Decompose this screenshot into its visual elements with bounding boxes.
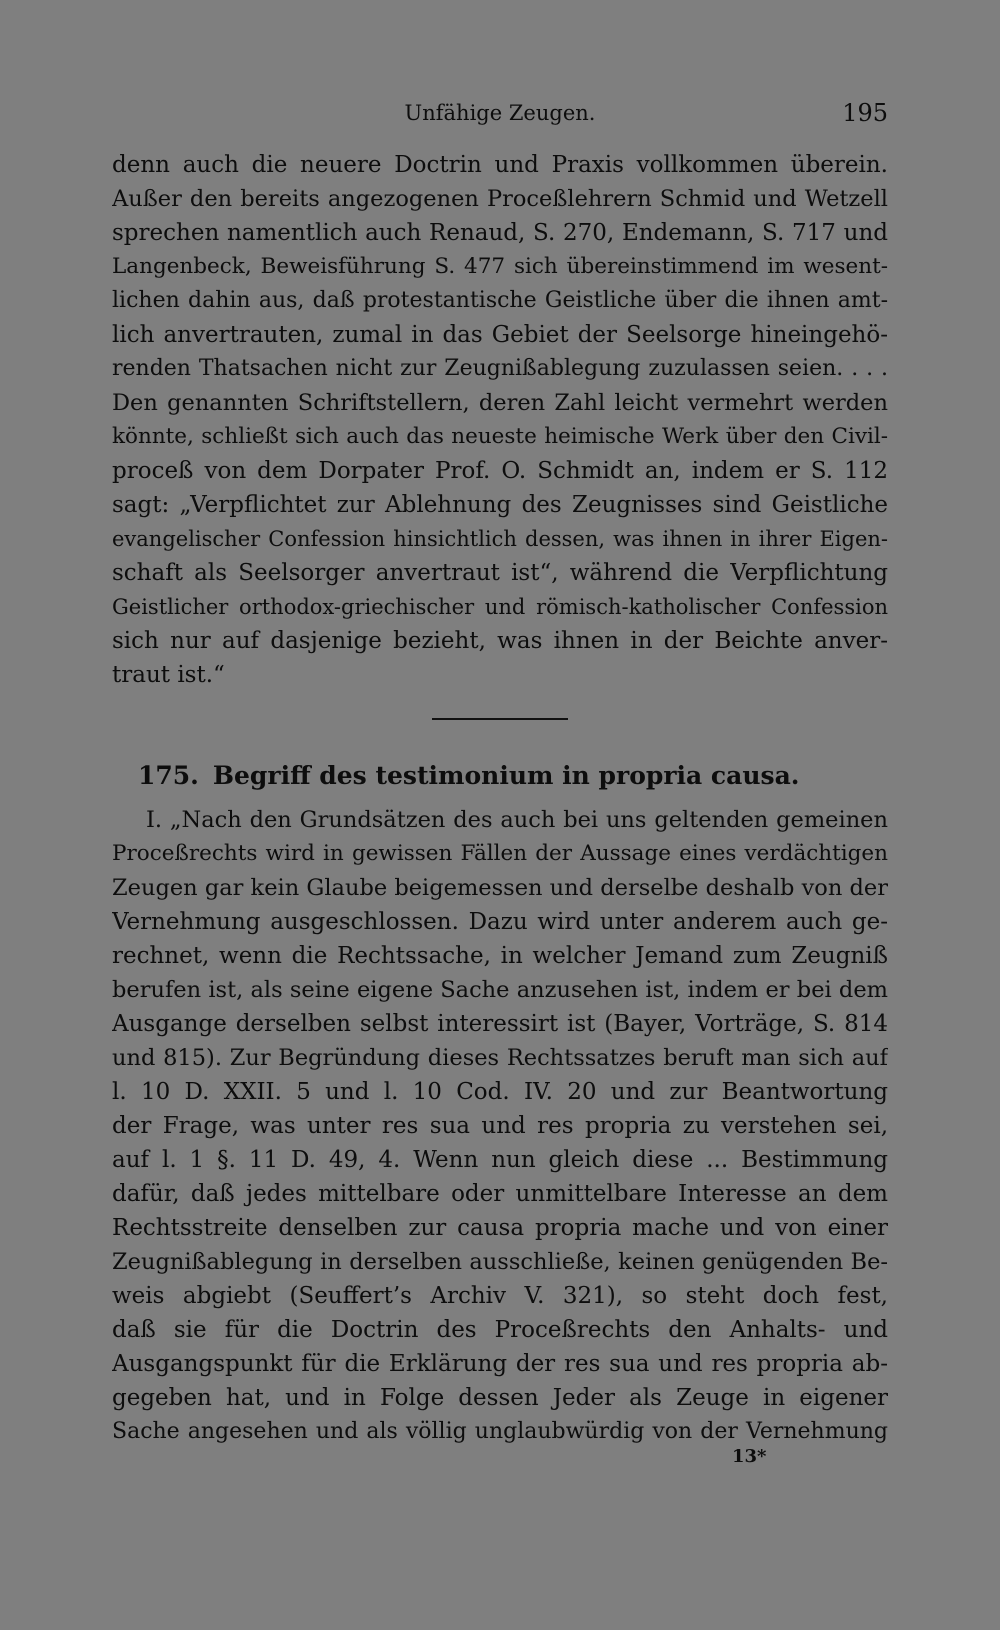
- text-line: könnte, schließt sich auch das neueste heimische Werk über den Civil-: [112, 424, 888, 449]
- text-line: rechnet, wenn die Rechtssache, in welcher Jemand zum Zeugniß: [112, 943, 888, 969]
- text-line: denn auch die neuere Doctrin und Praxis vollkommen überein.: [112, 152, 888, 178]
- text-line: Langenbeck, Beweisführung S. 477 sich übereinstimmend im wesent-: [112, 254, 888, 279]
- text-line: gegeben hat, und in Folge dessen Jeder als Zeuge in eigener: [112, 1385, 888, 1411]
- text-line: evangelischer Confession hinsichtlich dessen, was ihnen in ihrer Eigen-: [112, 527, 888, 551]
- page-number: 195: [842, 99, 888, 127]
- text-line: Vernehmung ausgeschlossen. Dazu wird unter anderem auch ge-: [112, 909, 888, 935]
- section-number: 175.: [138, 761, 199, 790]
- text-line: Außer den bereits angezogenen Proceßlehrern Schmid und Wetzell: [112, 186, 888, 212]
- text-line: auf l. 1 §. 11 D. 49, 4. Wenn nun gleich diese ... Bestimmung: [112, 1147, 888, 1173]
- section-heading: [138, 757, 800, 795]
- page-header: [112, 96, 888, 130]
- running-title: Unfähige Zeugen.: [404, 101, 596, 125]
- text-line: I. „Nach den Grundsätzen des auch bei uns geltenden gemeinen: [146, 807, 888, 833]
- text-line: renden Thatsachen nicht zur Zeugnißablegung zuzulassen seien. . . .: [112, 356, 888, 381]
- text-line: daß sie für die Doctrin des Proceßrechts den Anhalts- und: [112, 1317, 888, 1343]
- text-line: Den genannten Schriftstellern, deren Zahl leicht vermehrt werden: [112, 390, 888, 416]
- text-line: lichen dahin aus, daß protestantische Geistliche über die ihnen amt-: [112, 288, 888, 313]
- text-line: Geistlicher orthodox-griechischer und römisch-katholischer Confession: [112, 595, 888, 619]
- text-line: und 815). Zur Begründung dieses Rechtssatzes beruft man sich auf: [112, 1045, 888, 1071]
- text-line: traut ist.“: [112, 662, 225, 688]
- text-line: sprechen namentlich auch Renaud, S. 270, Endemann, S. 717 und: [112, 220, 888, 246]
- text-line: lich anvertrauten, zumal in das Gebiet der Seelsorge hineingehö-: [112, 322, 888, 348]
- section-divider: [432, 718, 568, 720]
- text-line: Ausgangspunkt für die Erklärung der res sua und res propria ab-: [112, 1351, 888, 1377]
- text-line: sagt: „Verpflichtet zur Ablehnung des Zeugnisses sind Geistliche: [112, 492, 888, 518]
- text-line: Ausgange derselben selbst interessirt ist (Bayer, Vorträge, S. 814: [112, 1011, 888, 1037]
- text-line: proceß von dem Dorpater Prof. O. Schmidt an, indem er S. 112: [112, 458, 888, 484]
- text-line: dafür, daß jedes mittelbare oder unmittelbare Interesse an dem: [112, 1181, 888, 1207]
- text-line: weis abgiebt (Seuffert’s Archiv V. 321), so steht doch fest,: [112, 1283, 888, 1309]
- text-line: Zeugnißablegung in derselben ausschließe, keinen genügenden Be-: [112, 1249, 888, 1275]
- text-line: Sache angesehen und als völlig unglaubwürdig von der Vernehmung: [112, 1419, 888, 1444]
- section-title: Begriff des testimonium in propria causa.: [212, 761, 800, 790]
- text-line: schaft als Seelsorger anvertraut ist“, während die Verpflichtung: [112, 560, 888, 586]
- text-line: der Frage, was unter res sua und res propria zu verstehen sei,: [112, 1113, 888, 1139]
- text-line: Rechtsstreite denselben zur causa propria mache und von einer: [112, 1215, 888, 1241]
- text-line: Zeugen gar kein Glaube beigemessen und derselbe deshalb von der: [112, 875, 888, 901]
- text-line: sich nur auf dasjenige bezieht, was ihnen in der Beichte anver-: [112, 628, 888, 654]
- text-line: berufen ist, als seine eigene Sache anzusehen ist, indem er bei dem: [112, 977, 888, 1003]
- text-line: Proceßrechts wird in gewissen Fällen der Aussage eines verdächtigen: [112, 841, 888, 866]
- signature-mark: 13*: [732, 1446, 767, 1467]
- text-line: l. 10 D. XXII. 5 und l. 10 Cod. IV. 20 und zur Beantwortung: [112, 1079, 888, 1105]
